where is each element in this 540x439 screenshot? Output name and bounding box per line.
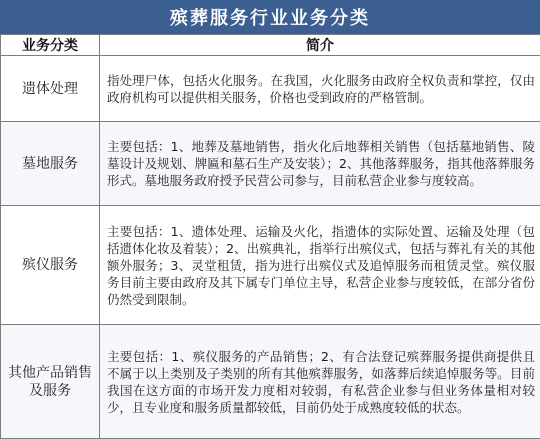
row-description: 主要包括：1、地葬及墓地销售，指火化后地葬相关销售（包括墓地销售、陵墓设计及规划、牌匾和墓石生产及安装）；2、其他落葬服务，指其他落葬服务形式。墓地服务政府授予民营公司参与，目前私营企业参与度较高。: [100, 122, 540, 206]
table-row: [1, 122, 540, 206]
header-row: [1, 35, 540, 56]
row-description: 主要包括：1、殡仪服务的产品销售；2、有合法登记殡葬服务提供商提供且不属于以上类别及子类别的所有其他殡葬服务，如落葬后续追悼服务等。目前我国在这方面的市场开发力度相对较弱，有私营企业参与但业务体量相对较少，且专业度和服务质量都较低，目前仍处于成熟度较低的状态。: [100, 325, 540, 439]
row-category: 遗体处理: [1, 56, 100, 122]
row-description: 指处理尸体，包括火化服务。在我国，火化服务由政府全权负责和掌控，仅由政府机构可以提供相关服务，价格也受到政府的严格管制。: [100, 56, 540, 122]
row-category: 殡仪服务: [1, 206, 100, 325]
table-row: [1, 56, 540, 122]
table-title: 殡葬服务行业业务分类: [0, 0, 540, 34]
header-category: 业务分类: [1, 35, 100, 56]
table-row: [1, 325, 540, 439]
row-category: 其他产品销售及服务: [1, 325, 100, 439]
row-category: 墓地服务: [1, 122, 100, 206]
table-row: [1, 206, 540, 325]
header-intro: 简介: [100, 35, 540, 56]
classification-table: [0, 34, 540, 439]
row-description: 主要包括：1、遗体处理、运输及火化，指遗体的实际处置、运输及处理（包括遗体化妆及着装）；2、出殡典礼，指举行出殡仪式，包括与葬礼有关的其他额外服务；3、灵堂租赁，指为进行出殡仪式及追悼服务而租赁灵堂。殡仪服务目前主要由政府及其下属专门单位主导，私营企业参与度较低，在部分省份仍然受到限制。: [100, 206, 540, 325]
